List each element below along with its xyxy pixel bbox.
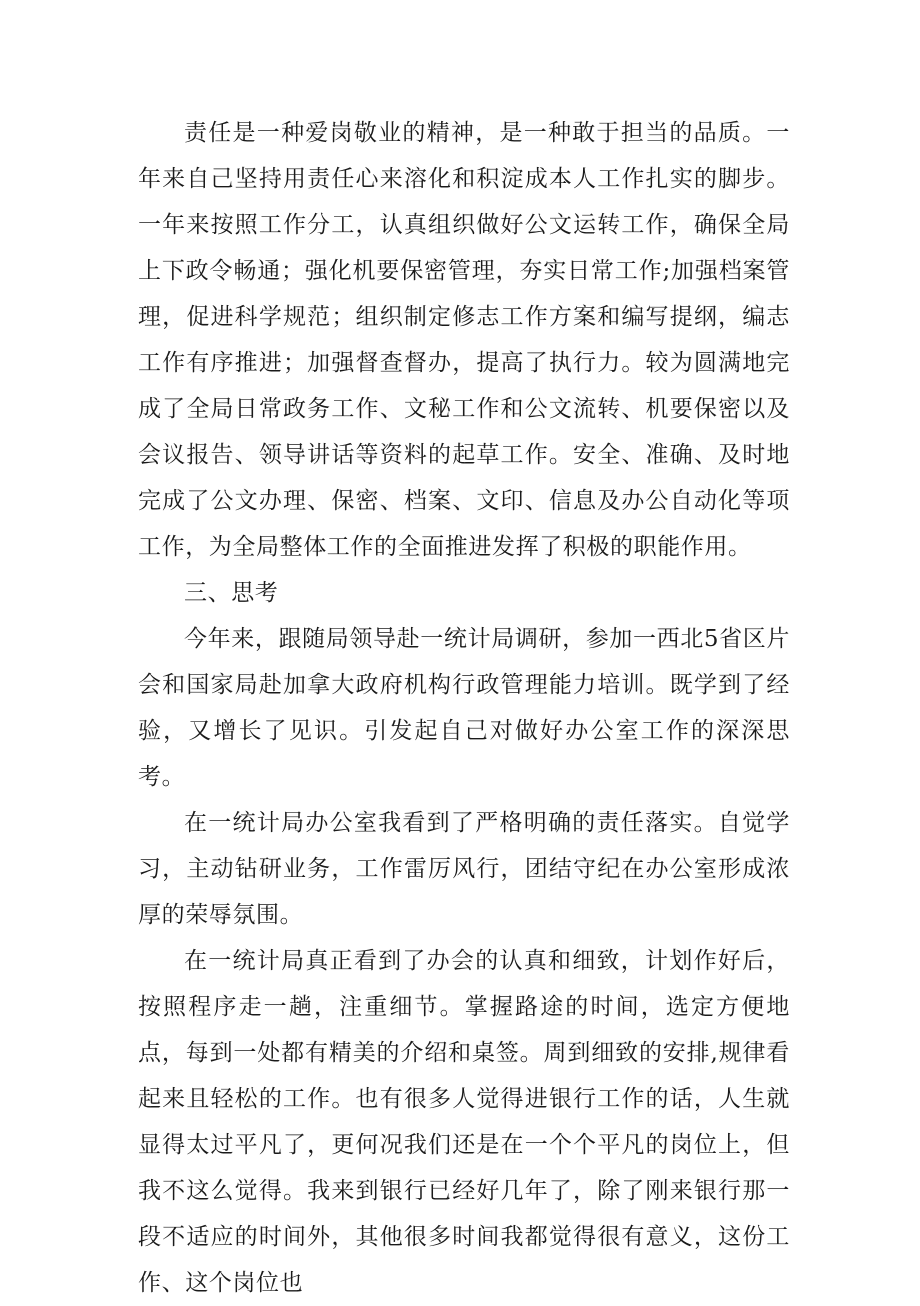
paragraph-responsibility: 责任是一种爱岗敬业的精神，是一种敢于担当的品质。一年来自己坚持用责任心来溶化和积淀成本人工作扎实的脚步。一年来按照工作分工，认真组织做好公文运转工作，确保全局上下政令畅通；强化机要保密管理，夯实日常工作;加强档案管理，促进科学规范；组织制定修志工作方案和编写提纲，编志工作有序推进；加强督查督办，提高了执行力。较为圆满地完成了全局日常政务工作、文秘工作和公文流转、机要保密以及会议报告、领导讲话等资料的起草工作。安全、准确、及时地完成了公文办理、保密、档案、文印、信息及办公自动化等项工作，为全局整体工作的全面推进发挥了积极的职能作用。	[138, 120, 790, 560]
paragraph-study-trip: 今年来，跟随局领导赴一统计局调研，参加一西北5省区片会和国家局赴加拿大政府机构行政管理能力培训。既学到了经验，又增长了见识。引发起自己对做好办公室工作的深深思考。	[138, 626, 790, 790]
section-heading-thinking: 三、思考	[184, 580, 279, 606]
paragraph-meeting-details: 在一统计局真正看到了办会的认真和细致，计划作好后，按照程序走一趟，注重细节。掌握路途的时间，选定方便地点，每到一处都有精美的介绍和桌签。周到细致的安排,规律看起来且轻松的工作。也有很多人觉得进银行工作的话，人生就显得太过平凡了，更何况我们还是在一个个平凡的岗位上，但我不这么觉得。我来到银行已经好几年了，除了刚来银行那一段不适应的时间外，其他很多时间我都觉得很有意义，这份工作、这个岗位也	[138, 948, 790, 1296]
document-body	[138, 110, 790, 1306]
paragraph-office-observation: 在一统计局办公室我看到了严格明确的责任落实。自觉学习，主动钻研业务，工作雷厉风行，团结守纪在办公室形成浓厚的荣辱氛围。	[138, 810, 790, 928]
